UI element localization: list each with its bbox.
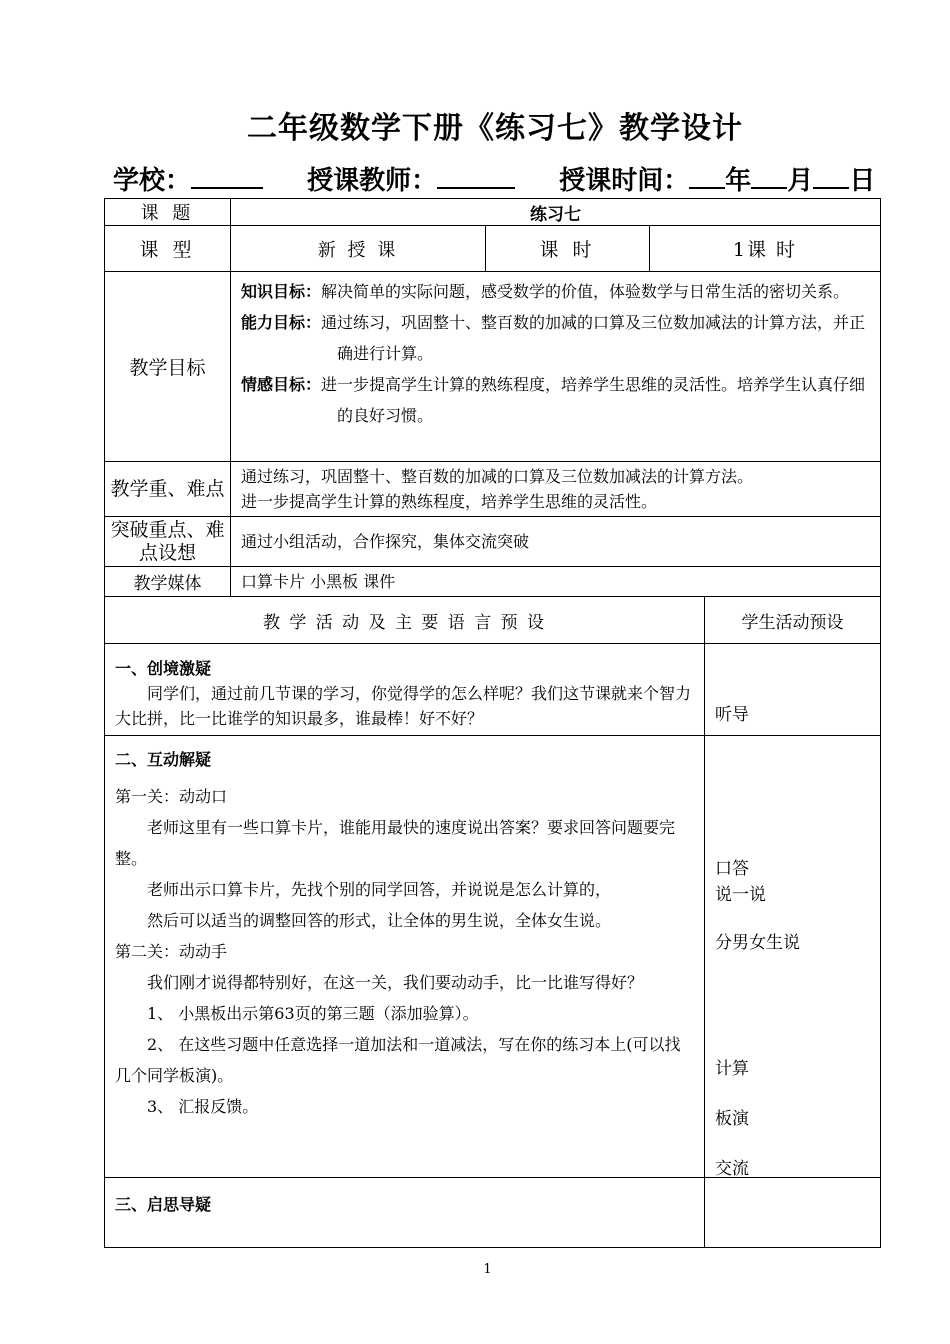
type-value: 新 授 课 (231, 226, 486, 272)
period-value: 1课 时 (650, 226, 881, 272)
level1-title: 第一关：动动口 (115, 787, 228, 806)
period-label: 课 时 (486, 226, 650, 272)
month-label: 月 (787, 166, 814, 196)
level2-title: 第二关：动动手 (115, 942, 228, 961)
student-calc: 计算 (715, 1059, 749, 1079)
goals-content (231, 272, 881, 462)
section1-text: 同学们，通过前几节课的学习，你觉得学的怎么样呢？我们这节课就来个智力大比拼，比一比谁学的知识最多，谁最棒！好不好？ (115, 684, 692, 728)
student-answer: 口答 (715, 859, 749, 879)
item-3: 3、 汇报反馈。 (147, 1097, 259, 1116)
header-line (113, 160, 875, 197)
item-2: 2、 在这些习题中任意选择一道加法和一道减法，写在你的练习本上(可以找几个同学板演)。 (115, 1035, 681, 1085)
type-label: 课 型 (105, 226, 231, 272)
student-listen: 听导 (715, 705, 749, 725)
section1-row (105, 644, 881, 736)
teacher-label: 授课教师： (307, 166, 438, 196)
type-row (105, 226, 881, 272)
media-label: 教学媒体 (105, 567, 231, 597)
day-label: 日 (849, 166, 876, 196)
topic-value: 练习七 (231, 199, 881, 226)
student-exchange: 交流 (715, 1159, 749, 1179)
breakthrough-value: 通过小组活动，合作探究，集体交流突破 (231, 517, 881, 567)
item-1: 1、 小黑板出示第63页的第三题（添加验算）。 (147, 1004, 479, 1023)
section1-heading: 一、创境激疑 (115, 659, 212, 678)
goals-label: 教学目标 (105, 272, 231, 462)
section3-row (105, 1178, 881, 1248)
section1-content (105, 644, 705, 736)
section3-heading: 三、启思导疑 (115, 1195, 212, 1214)
keypoints-label: 教学重、难点 (105, 462, 231, 517)
section2-student (705, 736, 881, 1178)
goal-knowledge: 知识目标：解决简单的实际问题，感受数学的价值，体验数学与日常生活的密切关系。 (241, 282, 850, 301)
section3-content (105, 1178, 705, 1248)
level1-p2: 老师出示口算卡片，先找个别的同学回答，并说说是怎么计算的， (147, 880, 612, 899)
level1-p1: 老师这里有一些口算卡片，谁能用最快的速度说出答案？要求回答问题要完整。 (115, 818, 676, 868)
section2-heading: 二、互动解疑 (115, 750, 212, 769)
time-label: 授课时间： (559, 166, 690, 196)
media-value: 口算卡片 小黑板 课件 (231, 567, 881, 597)
school-label: 学校： (113, 166, 192, 196)
goals-row (105, 272, 881, 462)
keypoint-line-1: 通过练习，巩固整十、整百数的加减的口算及三位数加减法的计算方法。 (241, 467, 754, 486)
breakthrough-row (105, 517, 881, 567)
breakthrough-label: 突破重点、难点设想 (105, 517, 231, 567)
student-boys-girls: 分男女生说 (715, 933, 800, 953)
level2-p1: 我们刚才说得都特别好，在这一关，我们要动动手，比一比谁写得好？ (147, 973, 644, 992)
teacher-blank (437, 163, 515, 189)
media-row (105, 567, 881, 597)
section2-row (105, 736, 881, 1178)
year-label: 年 (725, 166, 752, 196)
year-blank (689, 163, 725, 189)
section3-student (705, 1178, 881, 1248)
month-blank (751, 163, 787, 189)
keypoints-content (231, 462, 881, 517)
student-header: 学生活动预设 (705, 597, 881, 644)
topic-row (105, 199, 881, 226)
student-board: 板演 (715, 1109, 749, 1129)
goal-ability: 能力目标：通过练习，巩固整十、整百数的加减的口算及三位数加减法的计算方法，并正确进行计算。 (241, 313, 866, 363)
school-blank (191, 163, 263, 189)
section2-content (105, 736, 705, 1178)
keypoint-line-2: 进一步提高学生计算的熟练程度，培养学生思维的灵活性。 (241, 492, 658, 511)
activity-header: 教 学 活 动 及 主 要 语 言 预 设 (105, 597, 705, 644)
level1-p3: 然后可以适当的调整回答的形式，让全体的男生说，全体女生说。 (147, 911, 612, 930)
student-say: 说一说 (715, 885, 766, 905)
activity-header-row (105, 597, 881, 644)
section1-student (705, 644, 881, 736)
day-blank (813, 163, 849, 189)
topic-label: 课 题 (105, 199, 231, 226)
document-title: 二年级数学下册《练习七》教学设计 (247, 111, 743, 146)
lesson-plan-table (104, 198, 881, 1248)
keypoints-row (105, 462, 881, 517)
page-number: 1 (483, 1262, 492, 1277)
goal-emotion: 情感目标：进一步提高学生计算的熟练程度，培养学生思维的灵活性。培养学生认真仔细的良好习惯。 (241, 375, 866, 425)
